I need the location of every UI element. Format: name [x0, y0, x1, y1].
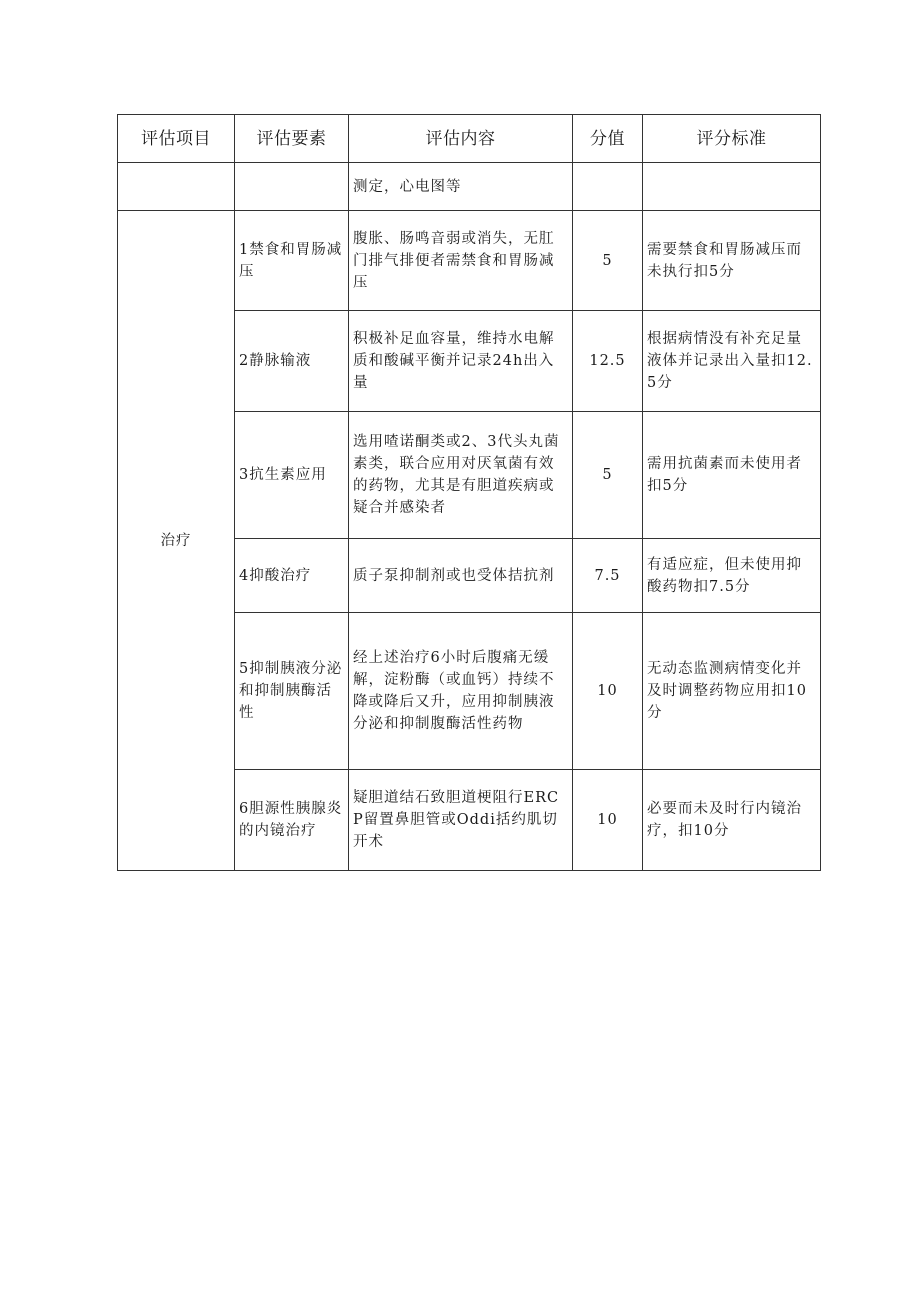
header-score: 分值	[573, 115, 643, 163]
header-standard: 评分标准	[643, 115, 821, 163]
cell-element: 5抑制胰液分泌和抑制胰酶活性	[235, 613, 349, 770]
header-element: 评估要素	[235, 115, 349, 163]
table-row-continued	[118, 163, 821, 211]
cell-element: 1禁食和胃肠减压	[235, 211, 349, 311]
cell-score: 5	[573, 211, 643, 311]
cell-score: 12.5	[573, 311, 643, 412]
cell-standard: 根据病情没有补充足量液体并记录出入量扣12.5分	[643, 311, 821, 412]
cell-content: 选用喳诺酮类或2、3代头丸菌素类，联合应用对厌氧菌有效的药物，尤其是有胆道疾病或疑合并感染者	[349, 412, 573, 539]
group-label-treatment: 治疗	[118, 211, 235, 871]
cell-item	[118, 163, 235, 211]
cell-element	[235, 163, 349, 211]
cell-content: 质子泵抑制剂或也受体拮抗剂	[349, 539, 573, 613]
cell-score: 10	[573, 770, 643, 871]
assessment-table	[117, 114, 821, 871]
cell-content: 腹胀、肠鸣音弱或消失，无肛门排气排便者需禁食和胃肠减压	[349, 211, 573, 311]
cell-element: 3抗生素应用	[235, 412, 349, 539]
cell-score	[573, 163, 643, 211]
cell-content: 疑胆道结石致胆道梗阻行ERCP留置鼻胆管或Oddi括约肌切开术	[349, 770, 573, 871]
cell-standard: 必要而未及时行内镜治疗，扣10分	[643, 770, 821, 871]
cell-standard: 需用抗菌素而未使用者扣5分	[643, 412, 821, 539]
cell-score: 5	[573, 412, 643, 539]
cell-element: 6胆源性胰腺炎的内镜治疗	[235, 770, 349, 871]
cell-content: 测定，心电图等	[349, 163, 573, 211]
cell-standard	[643, 163, 821, 211]
table-header-row	[118, 115, 821, 163]
header-item: 评估项目	[118, 115, 235, 163]
cell-score: 7.5	[573, 539, 643, 613]
table-row	[118, 211, 821, 311]
cell-content: 经上述治疗6小时后腹痛无缓解，淀粉酶（或血钙）持续不降或降后又升，应用抑制胰液分泌和抑制腹酶活性药物	[349, 613, 573, 770]
header-content: 评估内容	[349, 115, 573, 163]
cell-element: 2静脉输液	[235, 311, 349, 412]
cell-element: 4抑酸治疗	[235, 539, 349, 613]
cell-score: 10	[573, 613, 643, 770]
cell-standard: 有适应症，但未使用抑酸药物扣7.5分	[643, 539, 821, 613]
cell-standard: 无动态监测病情变化并及时调整药物应用扣10分	[643, 613, 821, 770]
cell-content: 积极补足血容量，维持水电解质和酸碱平衡并记录24h出入量	[349, 311, 573, 412]
cell-standard: 需要禁食和胃肠减压而未执行扣5分	[643, 211, 821, 311]
